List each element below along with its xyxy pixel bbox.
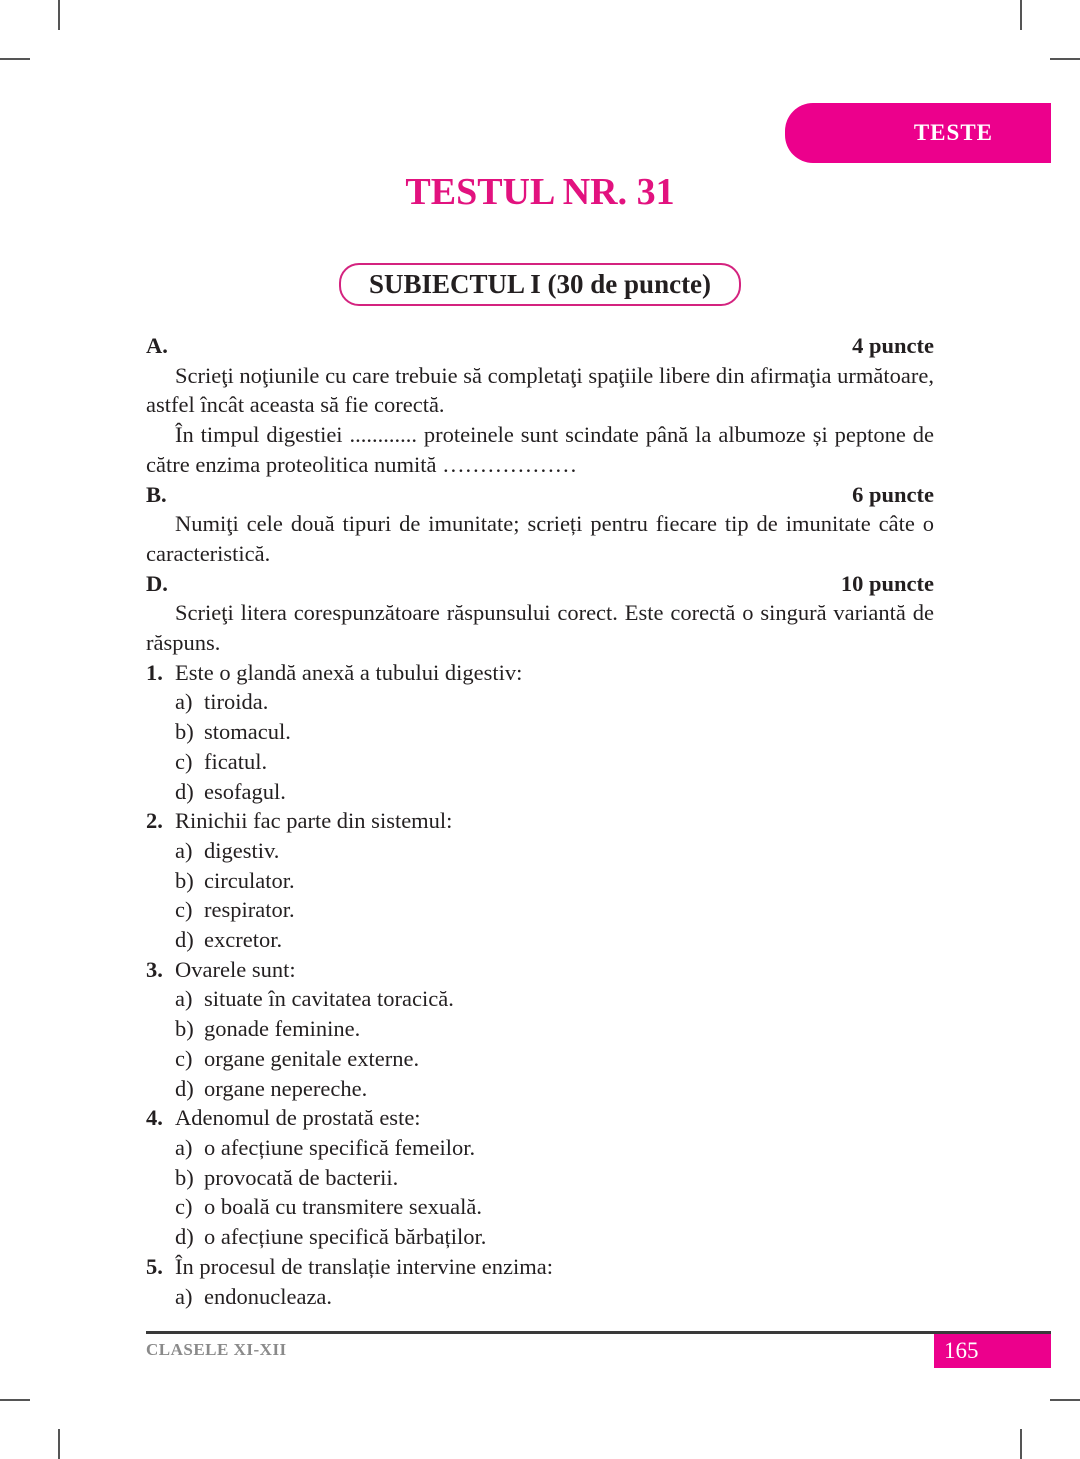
subject-heading: SUBIECTUL I (30 de puncte) (339, 263, 741, 306)
option-letter: b) (175, 1164, 194, 1190)
question (146, 955, 934, 985)
option-letter: a) (175, 837, 193, 863)
section-d-header (146, 569, 934, 599)
option-text: respirator. (204, 897, 295, 923)
section-label: A. (146, 333, 168, 358)
section-points: 4 puncte (852, 333, 934, 358)
option-text: provocată de bacterii. (204, 1164, 399, 1190)
section-d-instruction: Scrieţi litera corespunzătoare răspunsului corect. Este corectă o singură variantă de răspuns. (146, 600, 934, 656)
section-a-instruction: Scrieţi noţiunile cu care trebuie să completaţi spaţiile libere din afirmaţia următoare, astfel încât aceasta să fie corectă. (146, 362, 934, 418)
question (146, 1103, 934, 1133)
answer-option (146, 777, 934, 807)
option-text: digestiv. (204, 837, 280, 863)
answer-option (146, 1044, 934, 1074)
answer-option (146, 1192, 934, 1222)
answer-option (146, 895, 934, 925)
option-text: situate în cavitatea toracică. (204, 986, 454, 1012)
question-text: Este o glandă anexă a tubului digestiv: (175, 659, 523, 685)
section-points: 10 puncte (840, 570, 934, 596)
answer-option (146, 1074, 934, 1104)
crop-mark (58, 0, 60, 30)
option-letter: d) (175, 927, 194, 953)
answer-option (146, 1163, 934, 1193)
option-text: organe nepereche. (204, 1075, 368, 1101)
answer-option (146, 866, 934, 896)
question-number: 2. (146, 808, 163, 834)
answer-option (146, 687, 934, 717)
section-points: 6 puncte (852, 481, 934, 507)
option-text: excretor. (204, 927, 283, 953)
option-text: esofagul. (204, 778, 286, 804)
section-label: B. (146, 481, 167, 507)
option-text: gonade feminine. (204, 1016, 361, 1042)
question-number: 5. (146, 1253, 163, 1279)
question-text: În procesul de translație intervine enzima: (175, 1253, 553, 1279)
question-text: Ovarele sunt: (175, 956, 296, 982)
option-text: circulator. (204, 867, 295, 893)
question (146, 1252, 934, 1282)
question-number: 4. (146, 1105, 163, 1131)
option-text: ficatul. (204, 748, 268, 774)
option-letter: b) (175, 1016, 194, 1042)
answer-option (146, 1282, 934, 1312)
crop-mark (0, 58, 30, 60)
section-a-statement: În timpul digestiei ............ proteinele sunt scindate până la albumoze și peptone de către enzima proteolitica numită ……………… (146, 422, 934, 477)
question-number: 3. (146, 956, 163, 982)
answer-option (146, 1014, 934, 1044)
section-a-header (146, 331, 934, 361)
option-letter: d) (175, 1075, 194, 1101)
option-letter: c) (175, 1194, 193, 1220)
option-letter: a) (175, 1134, 193, 1160)
option-letter: a) (175, 986, 193, 1012)
page-title: TESTUL NR. 31 (405, 171, 675, 213)
option-letter: a) (175, 1283, 193, 1309)
section-tab: TESTE (785, 103, 1051, 163)
section-b-instruction: Numiţi cele două tipuri de imunitate; scrieți pentru fiecare tip de imunitate câte o caracteristică. (146, 511, 934, 566)
option-text: tiroida. (204, 689, 269, 715)
answer-option (146, 1133, 934, 1163)
crop-mark (1020, 1429, 1022, 1459)
answer-option (146, 984, 934, 1014)
question-text: Rinichii fac parte din sistemul: (175, 808, 453, 834)
question (146, 658, 934, 688)
option-letter: d) (175, 1224, 194, 1250)
question-text: Adenomul de prostată este: (175, 1105, 421, 1131)
page-number: 165 (934, 1334, 1051, 1368)
option-text: organe genitale externe. (204, 1045, 420, 1071)
crop-mark (1020, 0, 1022, 30)
option-text: o afecțiune specifică femeilor. (204, 1134, 476, 1160)
section-b-header (146, 480, 934, 510)
question (146, 806, 934, 836)
answer-option (146, 717, 934, 747)
option-letter: c) (175, 1045, 193, 1071)
option-text: o boală cu transmitere sexuală. (204, 1194, 483, 1220)
option-letter: b) (175, 867, 194, 893)
answer-option (146, 747, 934, 777)
option-letter: a) (175, 689, 193, 715)
footer-grade: CLASELE XI-XII (146, 1340, 287, 1359)
test-content (146, 331, 934, 1311)
footer-divider (146, 1331, 1051, 1334)
answer-option (146, 925, 934, 955)
crop-mark (1050, 1399, 1080, 1401)
option-letter: c) (175, 897, 193, 923)
crop-mark (1050, 58, 1080, 60)
question-number: 1. (146, 659, 163, 685)
option-letter: d) (175, 778, 194, 804)
option-text: endonucleaza. (204, 1283, 333, 1309)
option-letter: c) (175, 748, 193, 774)
crop-mark (0, 1399, 30, 1401)
crop-mark (58, 1429, 60, 1459)
answer-option (146, 1222, 934, 1252)
option-text: stomacul. (204, 719, 291, 745)
option-text: o afecțiune specifică bărbaților. (204, 1224, 487, 1250)
section-label: D. (146, 570, 168, 596)
answer-option (146, 836, 934, 866)
option-letter: b) (175, 719, 194, 745)
